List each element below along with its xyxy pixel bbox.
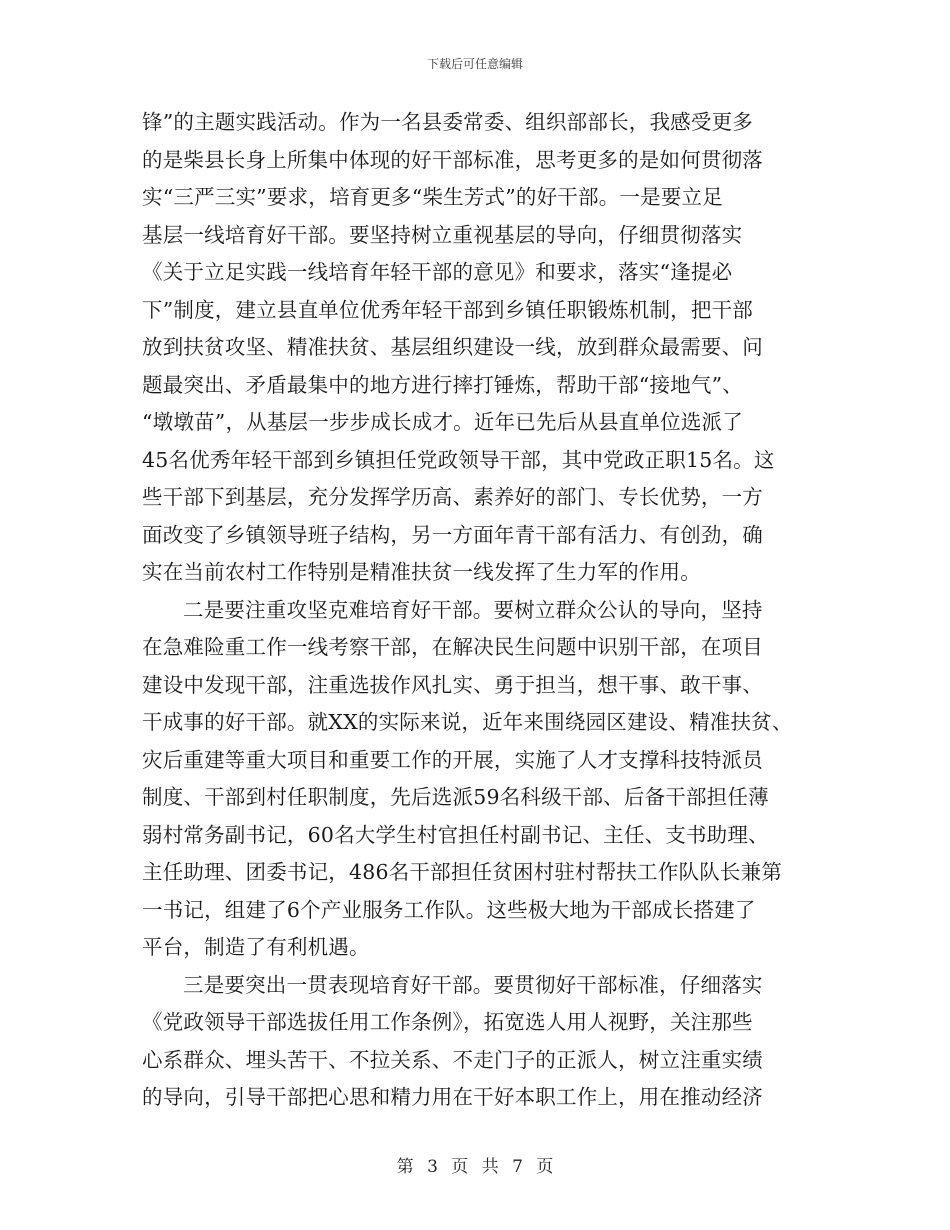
page-label-prefix: 第 — [396, 1157, 414, 1177]
text-line: 基层一线培育好干部。要坚持树立重视基层的导向，仔细贯彻落实 — [142, 222, 743, 247]
text-line: 锋”的主题实践活动。作为一名县委常委、组织部部长，我感受更多 — [142, 110, 753, 134]
text-line: 主任助理、团委书记，486名干部担任贫困村驻村帮扶工作队队长兼第 — [142, 860, 783, 884]
page-label-mid: 页 — [451, 1157, 469, 1177]
text-line: 些干部下到基层，充分发挥学历高、素养好的部门、专长优势，一方 — [142, 485, 763, 509]
text-line: 的导向，引导干部把心思和精力用在干好本职工作上，用在推动经济 — [142, 1085, 763, 1109]
text-line: 实在当前农村工作特别是精准扶贫一线发挥了生力军的作用。 — [142, 560, 701, 584]
text-line: “墩墩苗”，从基层一步步成长成才。近年已先后从县直单位选派了 — [142, 410, 743, 434]
page-header: 下载后可任意编辑 — [426, 57, 523, 71]
page-total-number: 7 — [512, 1157, 523, 1177]
page-footer — [0, 1152, 950, 1177]
text-line: 面改变了乡镇领导班子结构，另一方面年青干部有活力、有创劲，确 — [142, 522, 763, 547]
paragraph-start-line: 二是要注重攻坚克难培育好干部。要树立群众公认的导向，坚持 — [183, 597, 763, 622]
paragraph-start-line: 三是要突出一贯表现培育好干部。要贯彻好干部标准，仔细落实 — [183, 972, 763, 997]
text-line: 《党政领导干部选拔任用工作条例》，拓宽选人用人视野，关注那些 — [142, 1010, 753, 1034]
text-line: 45名优秀年轻干部到乡镇担任党政领导干部，其中党政正职15名。这 — [142, 447, 775, 472]
text-line: 弱村常务副书记，60名大学生村官担任村副书记、主任、支书助理、 — [142, 822, 769, 847]
text-line: 下”制度，建立县直单位优秀年轻干部到乡镇任职锻炼机制，把干部 — [142, 297, 753, 322]
page-total-prefix: 共 — [481, 1157, 499, 1177]
text-line: 平台，制造了有利机遇。 — [142, 935, 370, 959]
text-line: 灾后重建等重大项目和重要工作的开展，实施了人才支撑科技特派员 — [142, 747, 763, 772]
text-line: 制度、干部到村任职制度，先后选派59名科级干部、后备干部担任薄 — [142, 785, 769, 809]
text-line: 在急难险重工作一线考察干部，在解决民生问题中识别干部，在项目 — [142, 635, 763, 659]
text-line: 放到扶贫攻坚、精准扶贫、基层组织建设一线，放到群众最需要、问 — [142, 335, 763, 359]
page-current-number: 3 — [427, 1157, 438, 1177]
text-line: 心系群众、埋头苦干、不拉关系、不走门子的正派人，树立注重实绩 — [142, 1047, 763, 1072]
text-line: 题最突出、矛盾最集中的地方进行摔打锤炼，帮助干部“接地气”、 — [142, 372, 743, 397]
text-line: 建设中发现干部，注重选拔作风扎实、勇于担当，想干事、敢干事、 — [142, 672, 763, 697]
document-body — [142, 104, 808, 1117]
text-line: 的是柴县长身上所集中体现的好干部标准，思考更多的是如何贯彻落 — [142, 147, 763, 172]
text-line: 《关于立足实践一线培育年轻干部的意见》和要求，落实“逢提必 — [142, 260, 733, 284]
text-line: 实“三严三实”要求，培育更多“柴生芳式”的好干部。一是要立足 — [142, 185, 723, 209]
text-line: 一书记，组建了6个产业服务工作队。这些极大地为干部成长搭建了 — [142, 897, 756, 922]
page-label-suffix: 页 — [536, 1157, 554, 1177]
text-line: 干成事的好干部。就XX的实际来说，近年来围绕园区建设、精准扶贫、 — [142, 710, 793, 734]
